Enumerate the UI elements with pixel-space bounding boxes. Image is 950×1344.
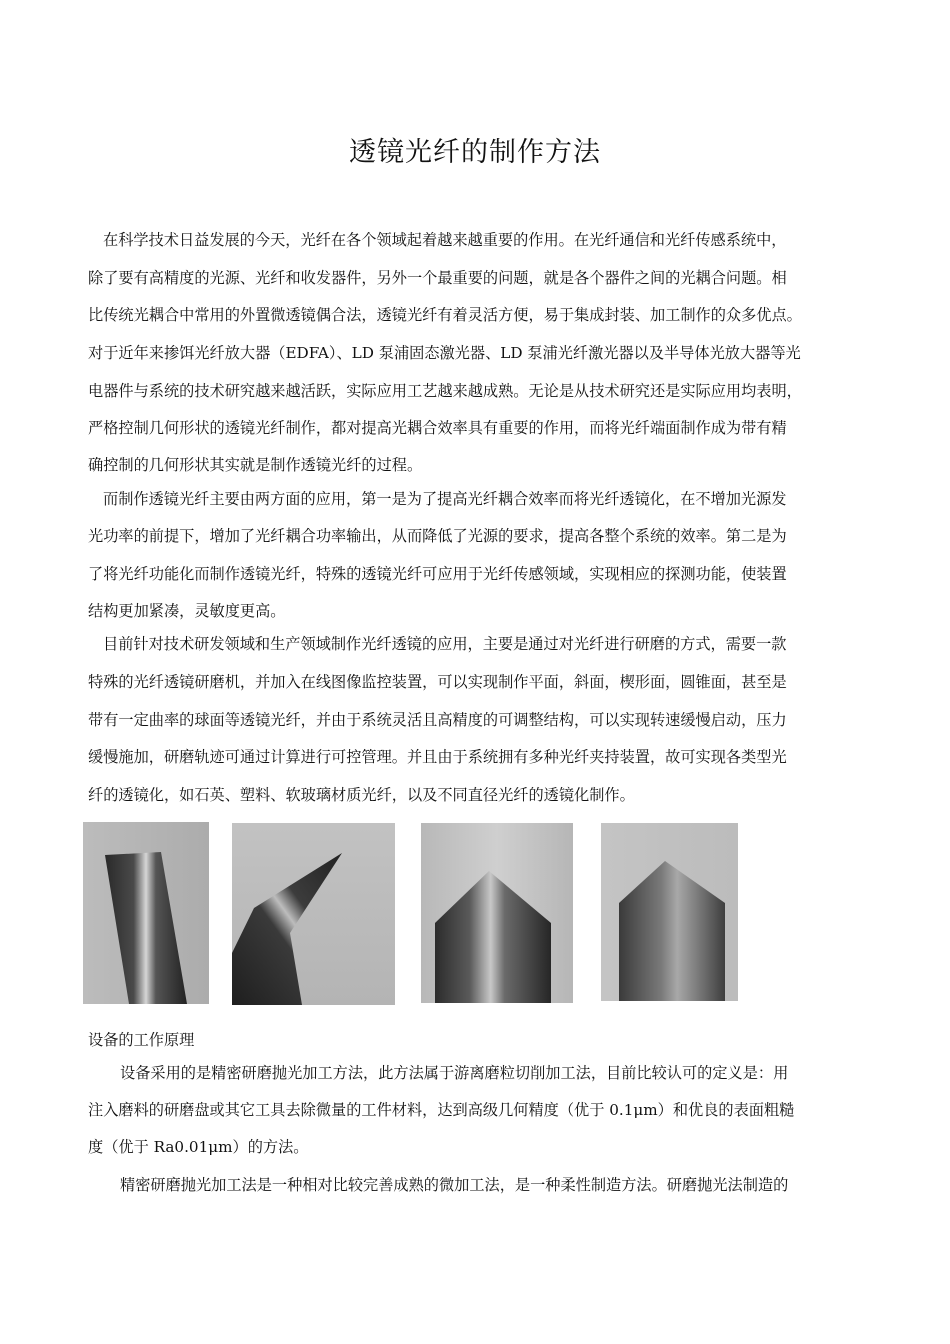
paragraph4-line: 注入磨料的研磨盘或其它工具去除微量的工件材料，达到高级几何精度（优于 0.1μm）和优良的表面粗糙 [88, 1101, 795, 1119]
paragraph3-line: 目前针对技术研发领域和生产领域制作光纤透镜的应用，主要是通过对光纤进行研磨的方式，需要一款 [103, 635, 787, 653]
flat-end-fiber-photo [83, 822, 209, 1004]
paragraph2-line: 而制作透镜光纤主要由两方面的应用，第一是为了提高光纤耦合效率而将光纤透镜化，在不增加光源发 [103, 490, 787, 508]
wedge-tip-fiber-photo [421, 823, 573, 1003]
paragraph1-line: 在科学技术日益发展的今天，光纤在各个领域起着越来越重要的作用。在光纤通信和光纤传感系统中， [103, 231, 787, 249]
paragraph1-line: 电器件与系统的技术研究越来越活跃，实际应用工艺越来越成熟。无论是从技术研究还是实际应用均表明， [88, 382, 802, 400]
document-title: 透镜光纤的制作方法 [349, 137, 601, 168]
paragraph2-line: 光功率的前提下，增加了光纤耦合功率输出，从而降低了光源的要求，提高各整个系统的效率。第二是为 [88, 527, 787, 545]
paragraph3-line: 带有一定曲率的球面等透镜光纤，并由于系统灵活且高精度的可调整结构，可以实现转速缓慢启动，压力 [88, 711, 787, 729]
paragraph3-line: 特殊的光纤透镜研磨机，并加入在线图像监控装置，可以实现制作平面，斜面，楔形面，圆锥面，甚至是 [88, 673, 787, 691]
section-heading: 设备的工作原理 [88, 1031, 195, 1049]
paragraph1-line: 确控制的几何形状其实就是制作透镜光纤的过程。 [88, 456, 423, 474]
paragraph1-line: 比传统光耦合中常用的外置微透镜偶合法，透镜光纤有着灵活方便，易于集成封装、加工制作的众多优点。 [88, 306, 802, 324]
paragraph5-line: 精密研磨抛光加工法是一种相对比较完善成熟的微加工法，是一种柔性制造方法。研磨抛光法制造的 [120, 1176, 789, 1194]
paragraph3-line: 缓慢施加，研磨轨迹可通过计算进行可控管理。并且由于系统拥有多种光纤夹持装置，故可实现各类型光 [88, 748, 787, 766]
paragraph2-line: 了将光纤功能化而制作透镜光纤，特殊的透镜光纤可应用于光纤传感领域，实现相应的探测功能，使装置 [88, 565, 787, 583]
fiber-photo-row [0, 822, 950, 1012]
paragraph3-line: 纤的透镜化，如石英、塑料、软玻璃材质光纤，以及不同直径光纤的透镜化制作。 [88, 786, 635, 804]
paragraph1-line: 对于近年来掺饵光纤放大器（EDFA）、LD 泵浦固态激光器、LD 泵浦光纤激光器以及半导体光放大器等光 [88, 344, 801, 362]
angled-fiber-photo [232, 823, 395, 1005]
paragraph2-line: 结构更加紧凑，灵敏度更高。 [88, 602, 286, 620]
paragraph1-line: 除了要有高精度的光源、光纤和收发器件，另外一个最重要的问题，就是各个器件之间的光耦合问题。相 [88, 269, 787, 287]
paragraph1-line: 严格控制几何形状的透镜光纤制作，都对提高光耦合效率具有重要的作用，而将光纤端面制作成为带有精 [88, 419, 787, 437]
conical-tip-fiber-photo [601, 823, 738, 1001]
paragraph4-line: 度（优于 Ra0.01μm）的方法。 [88, 1138, 309, 1156]
paragraph4-line: 设备采用的是精密研磨抛光加工方法，此方法属于游离磨粒切削加工法，目前比较认可的定义是：用 [120, 1064, 789, 1082]
